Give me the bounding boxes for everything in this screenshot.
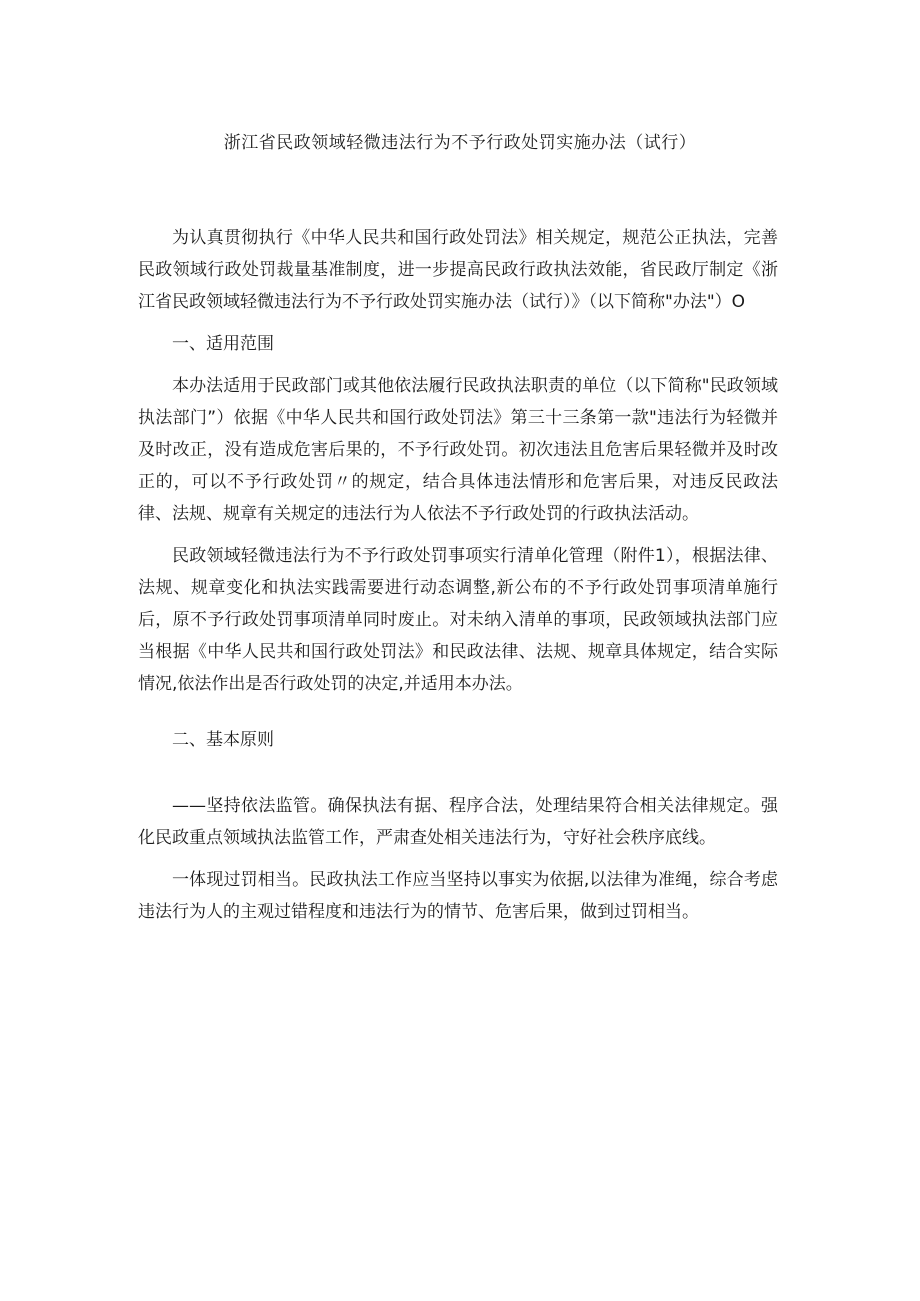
principle-paragraph-1: ——坚持依法监管。确保执法有据、程序合法，处理结果符合相关法律规定。强化民政重点领域执法监管工作，严肃查处相关违法行为，守好社会秩序底线。 <box>138 796 778 848</box>
intro-paragraph: 为认真贯彻执行《中华人民共和国行政处罚法》相关规定，规范公正执法，完善民政领域行政处罚裁量基准制度，进一步提高民政行政执法效能，省民政厅制定《浙江省民政领域轻微违法行为不予行政处罚实施办法（试行）》（以下简称"办法"）O <box>138 228 778 312</box>
section-heading-scope: 一、适用范围 <box>172 334 274 354</box>
scope-paragraph-1: 本办法适用于民政部门或其他依法履行民政执法职责的单位（以下简称"民政领域执法部门”）依据《中华人民共和国行政处罚法》第三十三条第一款"违法行为轻微并及时改正，没有造成危害后果的，不予行政处罚。初次违法且危害后果轻微并及时改正的，可以不予行政处罚〃的规定，结合具体违法情形和危害后果，对违反民政法律、法规、规章有关规定的违法行为人依法不予行政处罚的行政执法活动。 <box>138 376 778 524</box>
document-title: 浙江省民政领域轻微违法行为不予行政处罚实施办法（试行） <box>223 133 697 153</box>
document-body <box>138 222 778 938</box>
section-heading-principles: 二、基本原则 <box>172 730 274 750</box>
principle-paragraph-2: 一体现过罚相当。民政执法工作应当坚持以事实为依据,以法律为准绳，综合考虑违法行为人的主观过错程度和违法行为的情节、危害后果，做到过罚相当。 <box>138 870 778 922</box>
scope-paragraph-2: 民政领域轻微违法行为不予行政处罚事项实行清单化管理（附件1），根据法律、法规、规章变化和执法实践需要进行动态调整,新公布的不予行政处罚事项清单施行后，原不予行政处罚事项清单同时废止。对未纳入清单的事项，民政领域执法部门应当根据《中华人民共和国行政处罚法》和民政法律、法规、规章具体规定，结合实际情况,依法作出是否行政处罚的决定,并适用本办法。 <box>138 546 778 694</box>
